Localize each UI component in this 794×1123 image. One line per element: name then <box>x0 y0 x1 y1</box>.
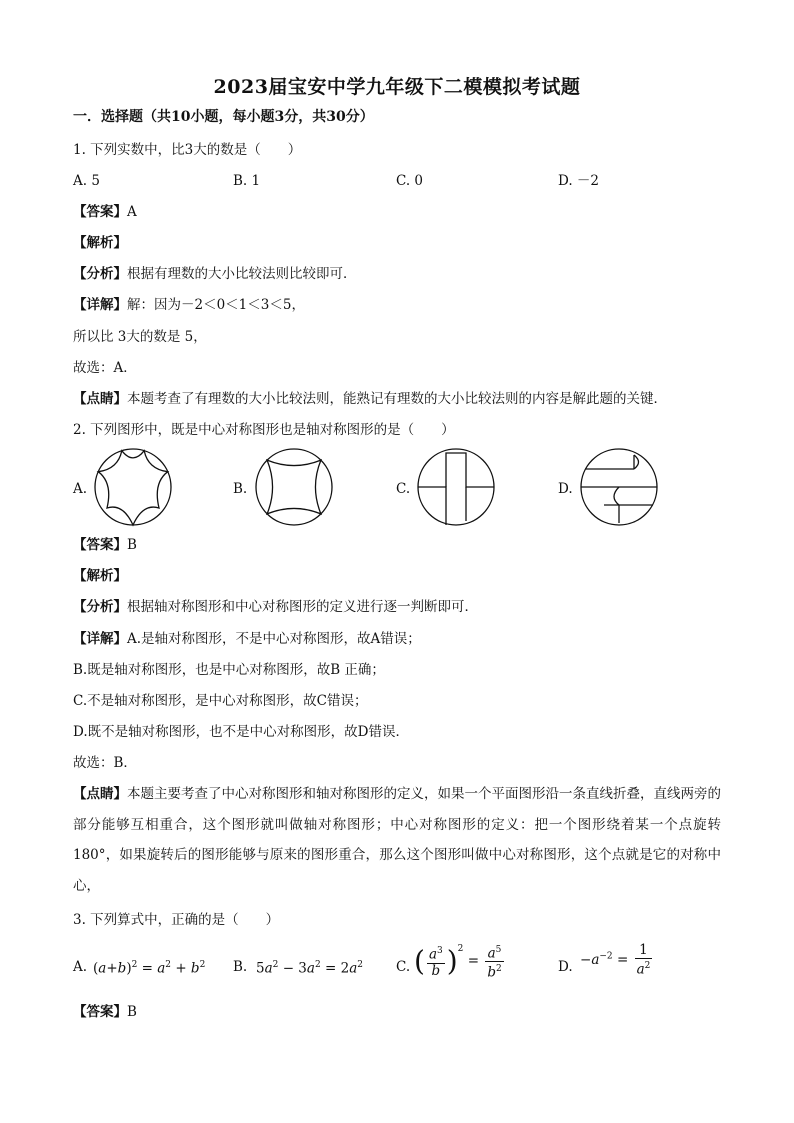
q2-figure-d-lines-in-circle <box>579 447 659 527</box>
answer-tag: 【答案】 <box>73 537 127 553</box>
answer-value: A <box>127 204 137 220</box>
xiangjie-text: A.是轴对称图形，不是中心对称图形，故A错误； <box>127 631 421 647</box>
answer-value: B <box>127 1004 137 1020</box>
question-2-stem: 2. 下列图形中，既是中心对称图形也是轴对称图形的是（ ） <box>73 422 455 438</box>
q2-line-c: C.不是轴对称图形，是中心对称图形，故C错误； <box>73 693 368 709</box>
q3-answer <box>73 1003 137 1021</box>
xiangjie-tag: 【详解】 <box>73 297 127 313</box>
q3-option-b-formula: $5a^2 - 3a^2 = 2a^2$ <box>256 960 363 977</box>
q1-answer <box>73 203 137 221</box>
q2-figure-a-star-in-circle <box>93 447 173 527</box>
q2-xiangjie <box>73 630 421 648</box>
q2-figure-c-step-in-circle <box>416 447 496 527</box>
q1-choose: 故选：A． <box>73 360 137 376</box>
fenxi-tag: 【分析】 <box>73 266 127 282</box>
q2-option-b-label: B. <box>233 481 248 497</box>
q2-option-c-label: C. <box>396 481 411 497</box>
q3-option-c-label: C. <box>396 959 411 975</box>
q3-option-d-formula: $-a^{-2}$ = $\frac{1}{a^2}$ <box>580 942 651 978</box>
q1-analysis-tag: 【解析】 <box>73 235 127 251</box>
q3-option-a-label: A. <box>73 959 88 975</box>
xiangjie-text: 解：因为－2＜0＜1＜3＜5， <box>127 297 305 313</box>
fenxi-text: 根据轴对称图形和中心对称图形的定义进行逐一判断即可． <box>127 599 478 615</box>
q3-option-b-label: B. <box>233 959 248 975</box>
answer-tag: 【答案】 <box>73 204 127 220</box>
dianjing-text: 本题主要考查了中心对称图形和轴对称图形的定义，如果一个平面图形沿一条直线折叠，直线两旁的部分能够互相重合，这个图形就叫做轴对称图形；中心对称图形的定义：把一个图形绕着某一个点旋转 180°，如果旋转后的图形能够与原来的图形重合，那么这个图形叫做中心对称图形，这个点就是它的对称中心， <box>73 786 721 894</box>
answer-tag: 【答案】 <box>73 1004 127 1020</box>
dianjing-tag: 【点睛】 <box>73 786 127 802</box>
q1-dianjing <box>73 390 667 408</box>
q3-option-a-formula: $(a+b)^2 = a^2 + b^2$ <box>93 960 206 977</box>
fenxi-text: 根据有理数的大小比较法则比较即可． <box>127 266 357 282</box>
xiangjie-tag: 【详解】 <box>73 631 127 647</box>
q2-option-d-label: D. <box>558 481 573 497</box>
q3-option-c-formula: ( $\frac{a^3}{b}$ )$^2$ = $\frac{a^5}{b^2}$ <box>414 944 502 981</box>
q2-option-a-label: A. <box>73 481 88 497</box>
q1-fenxi <box>73 265 357 283</box>
question-3-stem: 3. 下列算式中，正确的是（ ） <box>73 912 280 928</box>
fenxi-tag: 【分析】 <box>73 599 127 615</box>
q1-option-c: C. 0 <box>396 173 424 189</box>
q1-xiangjie <box>73 296 305 314</box>
q2-analysis-tag: 【解析】 <box>73 568 127 584</box>
q2-choose: 故选：B． <box>73 755 137 771</box>
q2-dianjing <box>73 779 721 901</box>
page-title: 2023届宝安中学九年级下二模模拟考试题 <box>213 76 581 98</box>
q2-line-b: B.既是轴对称图形，也是中心对称图形，故B 正确； <box>73 662 385 678</box>
q3-option-d-label: D. <box>558 959 573 975</box>
q2-fenxi <box>73 598 478 616</box>
q2-figure-b-curved-square-in-circle <box>254 447 334 527</box>
dianjing-text: 本题考查了有理数的大小比较法则，能熟记有理数的大小比较法则的内容是解此题的关键． <box>127 391 667 407</box>
q1-option-a: A. 5 <box>73 173 100 189</box>
question-1-stem: 1. 下列实数中，比3大的数是（ ） <box>73 142 302 158</box>
q2-answer <box>73 536 137 554</box>
section-heading: 一．选择题（共10小题，每小题3分，共30分） <box>73 109 374 125</box>
q1-option-d: D. －2 <box>558 173 600 189</box>
dianjing-tag: 【点睛】 <box>73 391 127 407</box>
q2-line-d: D.既不是轴对称图形，也不是中心对称图形，故D错误． <box>73 724 409 740</box>
answer-value: B <box>127 537 137 553</box>
q1-option-b: B. 1 <box>233 173 261 189</box>
q1-line2: 所以比 3大的数是 5， <box>73 329 207 345</box>
